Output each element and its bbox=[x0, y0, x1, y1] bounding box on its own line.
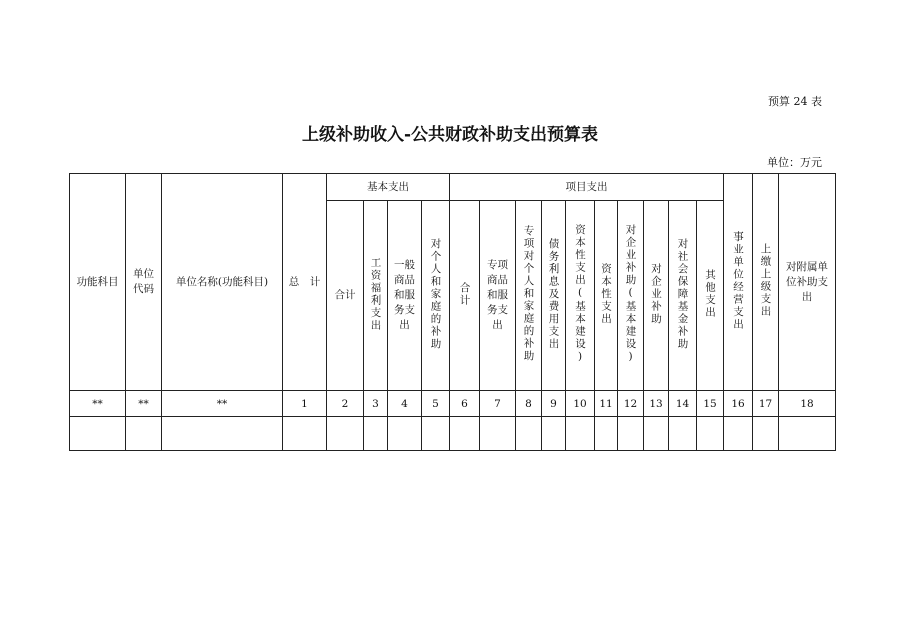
header-unit-name: 单位名称(功能科目) bbox=[162, 174, 283, 391]
header-goods-services: 一般商品和服务支出 bbox=[388, 201, 422, 391]
header-total: 总 计 bbox=[283, 174, 327, 391]
index-cell: 17 bbox=[753, 391, 779, 417]
index-cell: 4 bbox=[388, 391, 422, 417]
header-capital-basic: 资本性支出(基本建设) bbox=[566, 201, 595, 391]
header-affiliated: 对附属单位补助支出 bbox=[779, 174, 836, 391]
table-cell bbox=[126, 417, 162, 451]
index-cell: ** bbox=[126, 391, 162, 417]
table-cell bbox=[595, 417, 618, 451]
index-cell: 18 bbox=[779, 391, 836, 417]
table-cell bbox=[697, 417, 724, 451]
table-cell bbox=[724, 417, 753, 451]
index-cell: 16 bbox=[724, 391, 753, 417]
header-enterprise-basic: 对企业补助(基本建设) bbox=[618, 201, 644, 391]
header-special-individual: 专项对个人和家庭的补助 bbox=[516, 201, 542, 391]
index-cell: 11 bbox=[595, 391, 618, 417]
index-cell: 7 bbox=[480, 391, 516, 417]
index-cell: 9 bbox=[542, 391, 566, 417]
index-cell: 3 bbox=[364, 391, 388, 417]
header-wages: 工资福利支出 bbox=[364, 201, 388, 391]
header-basic-sum: 合计 bbox=[327, 201, 364, 391]
table-cell bbox=[162, 417, 283, 451]
header-project-group: 项目支出 bbox=[450, 174, 724, 201]
table-row bbox=[70, 417, 836, 451]
header-proj-sum: 合计 bbox=[450, 201, 480, 391]
index-cell: 15 bbox=[697, 391, 724, 417]
header-enterprise: 对企业补助 bbox=[644, 201, 669, 391]
header-row-group bbox=[70, 174, 836, 201]
index-cell: 2 bbox=[327, 391, 364, 417]
header-unit-code: 单位代码 bbox=[126, 174, 162, 391]
index-cell: 8 bbox=[516, 391, 542, 417]
header-other: 其他支出 bbox=[697, 201, 724, 391]
header-capital: 资本性支出 bbox=[595, 201, 618, 391]
table-cell bbox=[450, 417, 480, 451]
index-cell: 14 bbox=[669, 391, 697, 417]
index-cell: ** bbox=[162, 391, 283, 417]
table-cell bbox=[644, 417, 669, 451]
table-cell bbox=[753, 417, 779, 451]
budget-table bbox=[69, 173, 836, 451]
table-cell bbox=[327, 417, 364, 451]
index-cell: ** bbox=[70, 391, 126, 417]
table-cell bbox=[422, 417, 450, 451]
index-cell: 5 bbox=[422, 391, 450, 417]
header-social-security: 对社会保障基金补助 bbox=[669, 201, 697, 391]
index-cell: 13 bbox=[644, 391, 669, 417]
unit-label: 单位：万元 bbox=[767, 156, 822, 169]
page-title: 上级补助收入-公共财政补助支出预算表 bbox=[301, 125, 599, 145]
index-row bbox=[70, 391, 836, 417]
table-cell bbox=[283, 417, 327, 451]
table-cell bbox=[669, 417, 697, 451]
header-basic-group: 基本支出 bbox=[327, 174, 450, 201]
form-number: 预算 24 表 bbox=[768, 95, 822, 108]
table-cell bbox=[516, 417, 542, 451]
table-cell bbox=[364, 417, 388, 451]
index-cell: 12 bbox=[618, 391, 644, 417]
table-cell bbox=[480, 417, 516, 451]
index-cell: 6 bbox=[450, 391, 480, 417]
table-cell bbox=[542, 417, 566, 451]
header-func-subject: 功能科目 bbox=[70, 174, 126, 391]
header-operations: 事业单位经营支出 bbox=[724, 174, 753, 391]
table-cell bbox=[618, 417, 644, 451]
table-cell bbox=[388, 417, 422, 451]
index-cell: 10 bbox=[566, 391, 595, 417]
header-upper-payment: 上缴上级支出 bbox=[753, 174, 779, 391]
table-cell bbox=[70, 417, 126, 451]
table-cell bbox=[566, 417, 595, 451]
header-special-goods: 专项商品和服务支出 bbox=[480, 201, 516, 391]
header-debt-interest: 债务利息及费用支出 bbox=[542, 201, 566, 391]
index-cell: 1 bbox=[283, 391, 327, 417]
header-individual-aid: 对个人和家庭的补助 bbox=[422, 201, 450, 391]
table-cell bbox=[779, 417, 836, 451]
